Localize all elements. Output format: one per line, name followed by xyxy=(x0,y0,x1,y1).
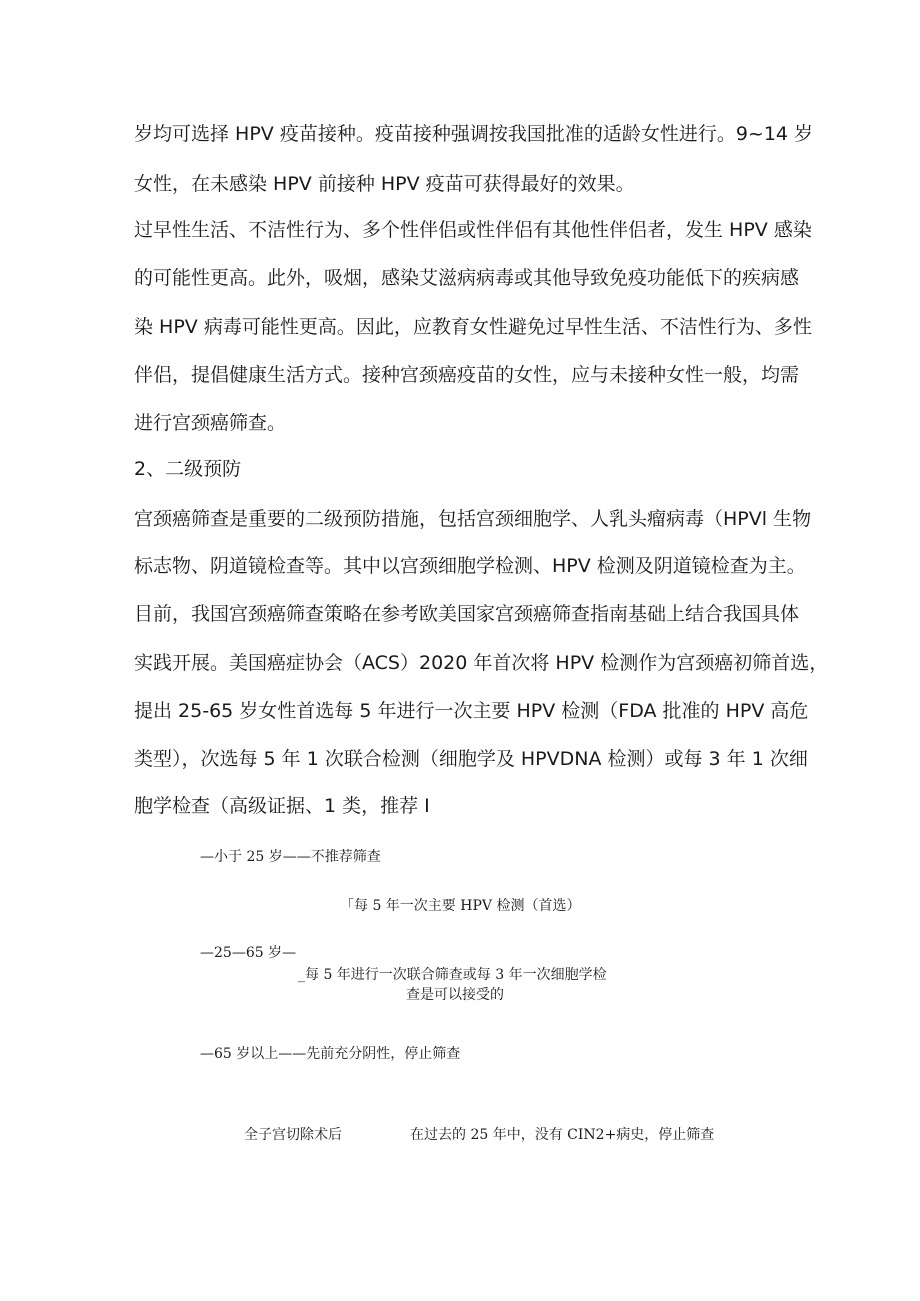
paragraph-line: 类型），次选每 5 年 1 次联合检测（细胞学及 HPVDNA 检测）或每 3 年 1 次细 xyxy=(134,748,808,770)
diagram-primary-test: 「每 5 年一次主要 HPV 检测（首选） xyxy=(340,898,581,914)
diagram-age-range: —25—65 岁— xyxy=(200,945,297,961)
paragraph-line: 宫颈癌筛查是重要的二级预防措施，包括宫颈细胞学、人乳头瘤病毒（HPVl 生物 xyxy=(134,508,812,530)
diagram-alternative-line1: _每 5 年进行一次联合筛查或每 3 年一次细胞学检 xyxy=(298,967,607,983)
paragraph-line: 过早性生活、不洁性行为、多个性伴侣或性伴侣有其他性伴侣者，发生 HPV 感染 xyxy=(134,219,812,241)
diagram-hysterectomy-note: 在过去的 25 年中，没有 CIN2+病史，停止筛查 xyxy=(410,1127,715,1143)
section-heading: 2、二级预防 xyxy=(134,458,242,480)
paragraph-line: 实践开展。美国癌症协会（ACS）2020 年首次将 HPV 检测作为宫颈癌初筛首选， xyxy=(134,652,829,674)
paragraph-line: 岁均可选择 HPV 疫苗接种。疫苗接种强调按我国批准的适龄女性进行。9~14 岁 xyxy=(134,123,814,145)
diagram-over65: —65 岁以上——先前充分阴性，停止筛查 xyxy=(200,1046,461,1062)
paragraph-line: 的可能性更高。此外，吸烟，感染艾滋病病毒或其他导致免疫功能低下的疾病感 xyxy=(134,267,800,289)
paragraph-line: 染 HPV 病毒可能性更高。因此，应教育女性避免过早性生活、不洁性行为、多性 xyxy=(134,316,812,338)
paragraph-line: 提出 25-65 岁女性首选每 5 年进行一次主要 HPV 检测（FDA 批准的 HPV 高危 xyxy=(134,700,809,722)
paragraph-line: 进行宫颈癌筛查。 xyxy=(134,412,287,434)
paragraph-line: 女性，在未感染 HPV 前接种 HPV 疫苗可获得最好的效果。 xyxy=(134,173,635,195)
paragraph-line: 目前，我国宫颈癌筛查策略在参考欧美国家宫颈癌筛查指南基础上结合我国具体 xyxy=(134,603,800,625)
diagram-under25: —小于 25 岁——不推荐筛查 xyxy=(200,849,381,865)
diagram-alternative-line2: 查是可以接受的 xyxy=(406,987,504,1003)
paragraph-line: 标志物、阴道镜检查等。其中以宫颈细胞学检测、HPV 检测及阴道镜检查为主。 xyxy=(134,555,806,577)
diagram-hysterectomy: 全子宫切除术后 xyxy=(244,1127,342,1143)
paragraph-line: 伴侣，提倡健康生活方式。接种宫颈癌疫苗的女性，应与未接种女性一般，均需 xyxy=(134,364,800,386)
paragraph-line: 胞学检查（高级证据、1 类，推荐 I xyxy=(134,795,430,817)
